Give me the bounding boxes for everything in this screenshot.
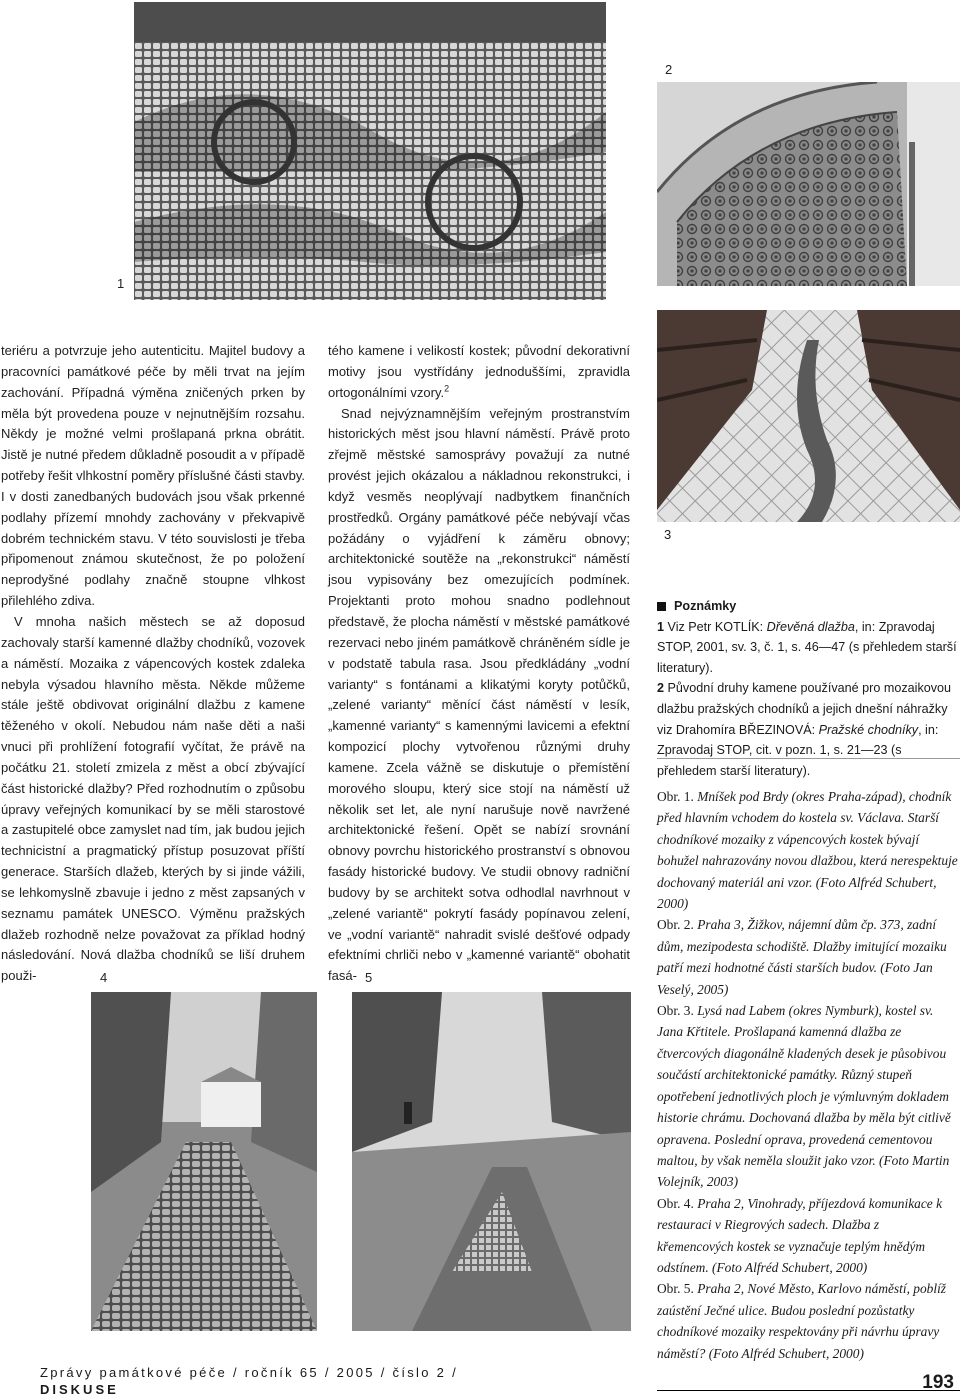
notes-heading-label: Poznámky <box>674 599 737 613</box>
photo-cobbled-driveway <box>91 992 317 1331</box>
col2-paragraph-1 <box>328 341 630 404</box>
caption-1 <box>657 786 959 914</box>
caption-2-label: Obr. 2. <box>657 917 694 933</box>
caption-2-text: Praha 3, Žižkov, nájemní dům čp. 373, zadní dům, mezipodesta schodiště. Dlažby imitující mozaiku patří mezi hodnotné části starších budov. (Foto Jan Veselý, 2005) <box>657 917 947 997</box>
note-1-title: Dřevěná dlažba <box>766 619 855 634</box>
notes-section <box>657 596 959 781</box>
caption-5-text: Praha 2, Nové Město, Karlovo náměstí, poblíž zaústění Ječné ulice. Budou poslední pozůstatky chodníkové mozaiky respektovány při návrhu úpravy náměstí? (Foto Alfréd Schubert, 2000) <box>657 1281 947 1361</box>
caption-3-text: Lysá nad Labem (okres Nymburk), kostel sv. Jana Křtitele. Prošlapaná kamenná dlažba ze čtvercových diagonálně kladených desek je působivou součástí architektonické památky. Různý stupeň opotřebení jednotlivých ploch je výmluvným dokladem historie chrámu. Dochovaná dlažba by měla být citlivě opravena. Poslední oprava, provedená cementovou maltou, by však neměla sloužit jako vzor. (Foto Martin Volejník, 2003) <box>657 1003 951 1190</box>
footer-divider <box>657 1390 960 1391</box>
body-column-2 <box>328 341 630 987</box>
note-2-number: 2 <box>657 681 665 696</box>
caption-3-label: Obr. 3. <box>657 1003 694 1019</box>
caption-5 <box>657 1278 959 1364</box>
figure-number-5: 5 <box>365 970 373 985</box>
col2-paragraph-1-text: tého kamene i velikostí kostek; původní dekorativní motivy jsou vystřídány jednoduššími, zpravidla ortogonálními vzory. <box>328 343 630 400</box>
caption-5-label: Obr. 5. <box>657 1281 694 1297</box>
col1-paragraph-2: V mnoha našich městech se až doposud zachovaly starší kamenné dlažby chodníků, vozovek a náměstí. Mozaika z vápencových kostek zdaleka nebyla výsadou hlavního města. Někde můžeme stále ještě obdivovat originální dlažbu z kamene těženého v okolí. Nebudou nám naše děti a naši vnuci při prohlížení fotografií vyčítat, že právě na počátku 21. století zmizela z měst a obcí zbývající část historické dlažby? Před rozhodnutím o způsobu úpravy veřejných komunikací by se měli starostové a zastupitelé obce zamyslet nad tím, jak budou jejich technicistní a pragmatický přístup posuzovat příští generace. Starších dlažeb, kterých by si jinde vážili, se lehkomyslně zbavuje i jedno z měst zapsaných v seznamu památek UNESCO. Výměnu pražských dlažeb rozhodně nelze považovat za příklad hodný následování. Nová dlažba chodníků se liší druhem použi- <box>1 613 305 984</box>
body-column-1 <box>1 341 305 987</box>
caption-2 <box>657 914 959 1000</box>
photo-church-floor <box>657 310 960 522</box>
footer-section-name: DISKUSE <box>40 1382 119 1397</box>
footnote-ref-2[interactable]: 2 <box>444 383 450 394</box>
figure-number-3: 3 <box>664 527 672 542</box>
note-2 <box>657 678 959 781</box>
note-1-text-a: Viz Petr KOTLÍK: <box>667 619 767 634</box>
note-1-text-b: , in: Zpravodaj STOP, 2001, sv. 3, č. 1, s. 46—47 (s přehledem starší literatury). <box>657 619 957 675</box>
caption-1-label: Obr. 1. <box>657 789 694 804</box>
square-bullet-icon <box>657 602 666 611</box>
figure-captions <box>657 786 959 1364</box>
figure-number-4: 4 <box>100 970 108 985</box>
caption-1-text: Mníšek pod Brdy (okres Praha-západ), chodník před hlavním vchodem do kostela sv. Václava. Starší chodníkové mozaiky z vápencových kostek bývají bohužel nahrazovány novou dlažbou, která nerespektuje dochovaný materiál ani vzor. (Foto Alfréd Schubert, 2000) <box>657 789 958 912</box>
notes-divider <box>657 758 960 759</box>
caption-4 <box>657 1193 959 1279</box>
note-2-text-a: Původní druhy kamene používané pro mozaikovou dlažbu pražských chodníků a jejich dnešní náhražky viz Drahomíra BŘEZINOVÁ: <box>657 681 952 737</box>
caption-3 <box>657 1000 959 1193</box>
footer-journal-line <box>40 1364 458 1398</box>
photo-park-path <box>352 992 631 1331</box>
photo-staircase-landing <box>657 82 960 286</box>
col2-paragraph-2: Snad nejvýznamnějším veřejným prostranstvím historických měst jsou hlavní náměstí. Právě proto zřejmě městské samosprávy považují za nutné provést jejich okázalou a nákladnou rekonstrukci, i když vesměs neoplývají nadbytkem finančních prostředků. Orgány památkové péče nebývají včas požádány o vyjádření k záměru obnovy; architektonické soutěže na „rekonstrukci“ náměstí jsou vypisovány bez omezujících podmínek. Projektanti proto mohou snadno podlehnout představě, že plocha náměstí v městské památkové rezervaci nebo jiném památkově chráněném sídle je v podstatě tabula rasa. Jsou předkládány „vodní varianty“ s fontánami a klikatými koryty potůčků, „zelené varianty“ měnící část náměstí v lesík, „kamenné varianty“ s kamennými lavicemi a efektní kompozicí plochy vytvořenou různými druhy kamene. Zcela vážně se diskutuje o přemístění morového sloupu, který sice stojí na náměstí už několik set let, ale nyní narušuje nově navržené architektonické řešení. Opět se nabízí srovnání obnovy povrchu historického prostranství s obnovou fasády historické budovy. Ve studii obnovy radniční budovy by se architekt sotva odhodlal navrhnout v „zelené variantě“ pokrytí fasády popínavou zelení, ve „vodní variantě“ nahradit svislé dešťové odpady efektními chrliči nebo v „kamenné variantě“ obohatit fasá- <box>328 405 630 984</box>
note-1 <box>657 617 959 679</box>
note-1-number: 1 <box>657 619 665 634</box>
page-number: 193 <box>922 1372 954 1393</box>
figure-number-1: 1 <box>117 276 125 291</box>
notes-heading <box>657 596 959 617</box>
footer-journal-title: Zprávy památkové péče / ročník 65 / 2005 / číslo 2 / <box>40 1365 459 1380</box>
note-2-title: Pražské chodníky <box>818 722 919 737</box>
caption-4-text: Praha 2, Vinohrady, příjezdová komunikace k restauraci v Riegrových sadech. Dlažba z křemencových kostek se vyznačuje teplým hnědým odstínem. (Foto Alfréd Schubert, 2000) <box>657 1195 943 1275</box>
figure-number-2: 2 <box>665 62 673 77</box>
note-2-text-b: , in: Zpravodaj STOP, cit. v pozn. 1, s. 21—23 (s přehledem starší literatury). <box>657 722 939 778</box>
caption-4-label: Obr. 4. <box>657 1195 694 1211</box>
photo-mosaic-sidewalk <box>134 2 606 300</box>
col1-paragraph-1: teriéru a potvrzuje jeho autenticitu. Majitel budovy a pracovníci památkové péče by měli trvat na jejím zachování. Případná výměna zničených prken by měla být provedena pouze v nejnutnějším rozsahu. Někdy je možné velmi prošlapaná prkna obrátit. Jistě je nutné předem důkladně posoudit a v případě potřeby řešit vlhkostní poměry příslušné části stavby. I v dosti zanedbaných budovách jsou však prkenné podlahy přízemí mnohdy zachovány v překvapivě dobrém technickém stavu. V této souvislosti je třeba připomenout známou skutečnost, že po položení neprodyšné podlahy značně stoupne vlhkost přilehlého zdiva. <box>1 343 305 609</box>
